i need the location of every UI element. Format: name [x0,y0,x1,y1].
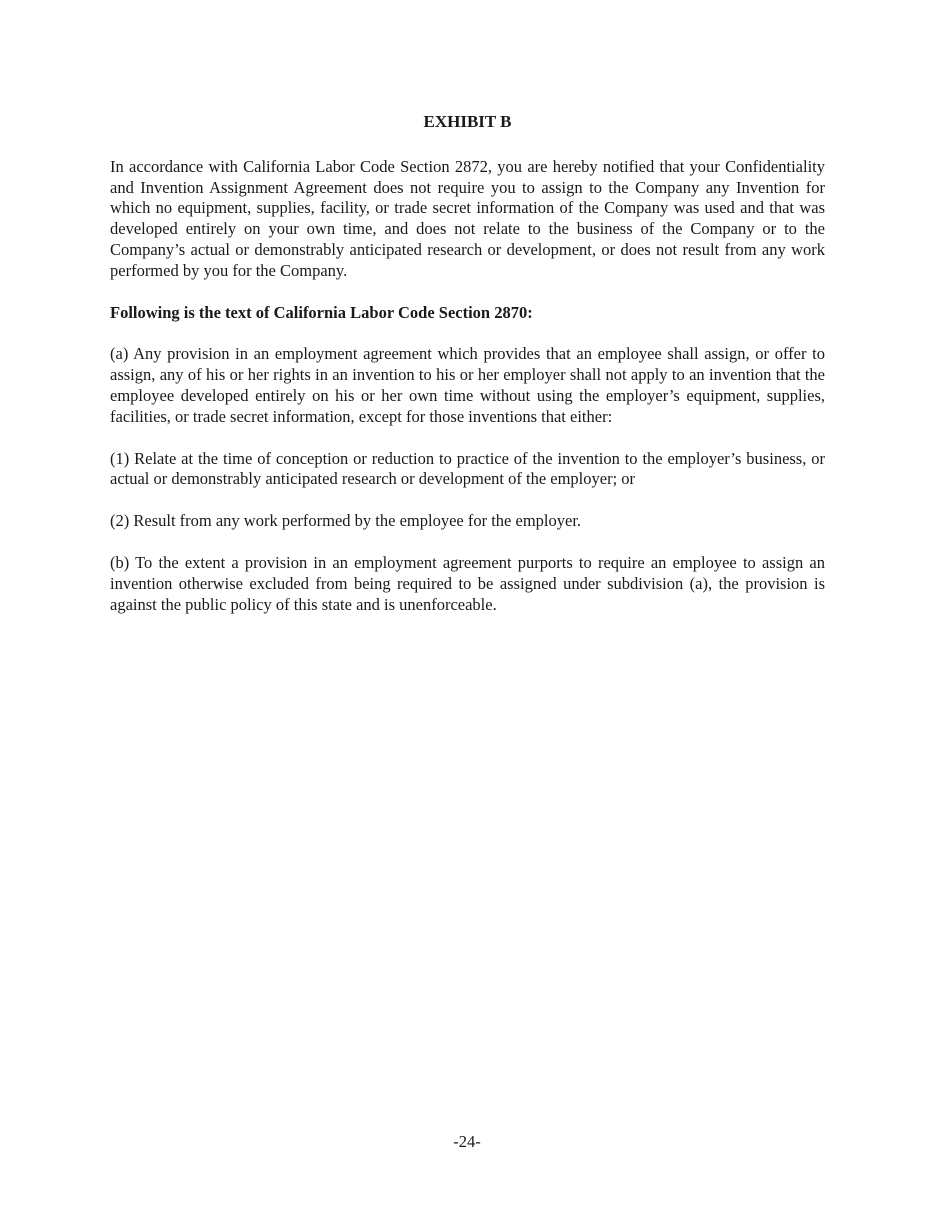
page-number: -24- [453,1132,481,1151]
section-b-paragraph: (b) To the extent a provision in an employment agreement purports to require an employee to assign an invention otherwise excluded from being required to be assigned under subdivision (a), the provision is against the public policy of this state and is unenforceable. [110,552,825,614]
section-heading: Following is the text of California Labor Code Section 2870: [110,302,533,322]
intro-paragraph: In accordance with California Labor Code Section 2872, you are hereby notified that your Confidentiality and Invention Assignment Agreement does not require you to assign to the Company any Invention for which no equipment, supplies, facility, or trade secret information of the Company was used and that was developed entirely on your own time, and does not relate to the business of the Company or to the Company’s actual or demonstrably anticipated research or development, or does not result from any work performed by you for the Company. [110,156,825,280]
item-1-paragraph: (1) Relate at the time of conception or reduction to practice of the invention to the employer’s business, or actual or demonstrably anticipated research or development of the employer; or [110,448,825,489]
section-a-paragraph: (a) Any provision in an employment agreement which provides that an employee shall assign, or offer to assign, any of his or her rights in an invention to his or her employer shall not apply to an invention that the employee developed entirely on his or her own time without using the employer’s equipment, supplies, facilities, or trade secret information, except for those inventions that either: [110,344,825,426]
item-2-paragraph: (2) Result from any work performed by the employee for the employer. [110,511,582,531]
page-title: EXHIBIT B [423,112,512,131]
